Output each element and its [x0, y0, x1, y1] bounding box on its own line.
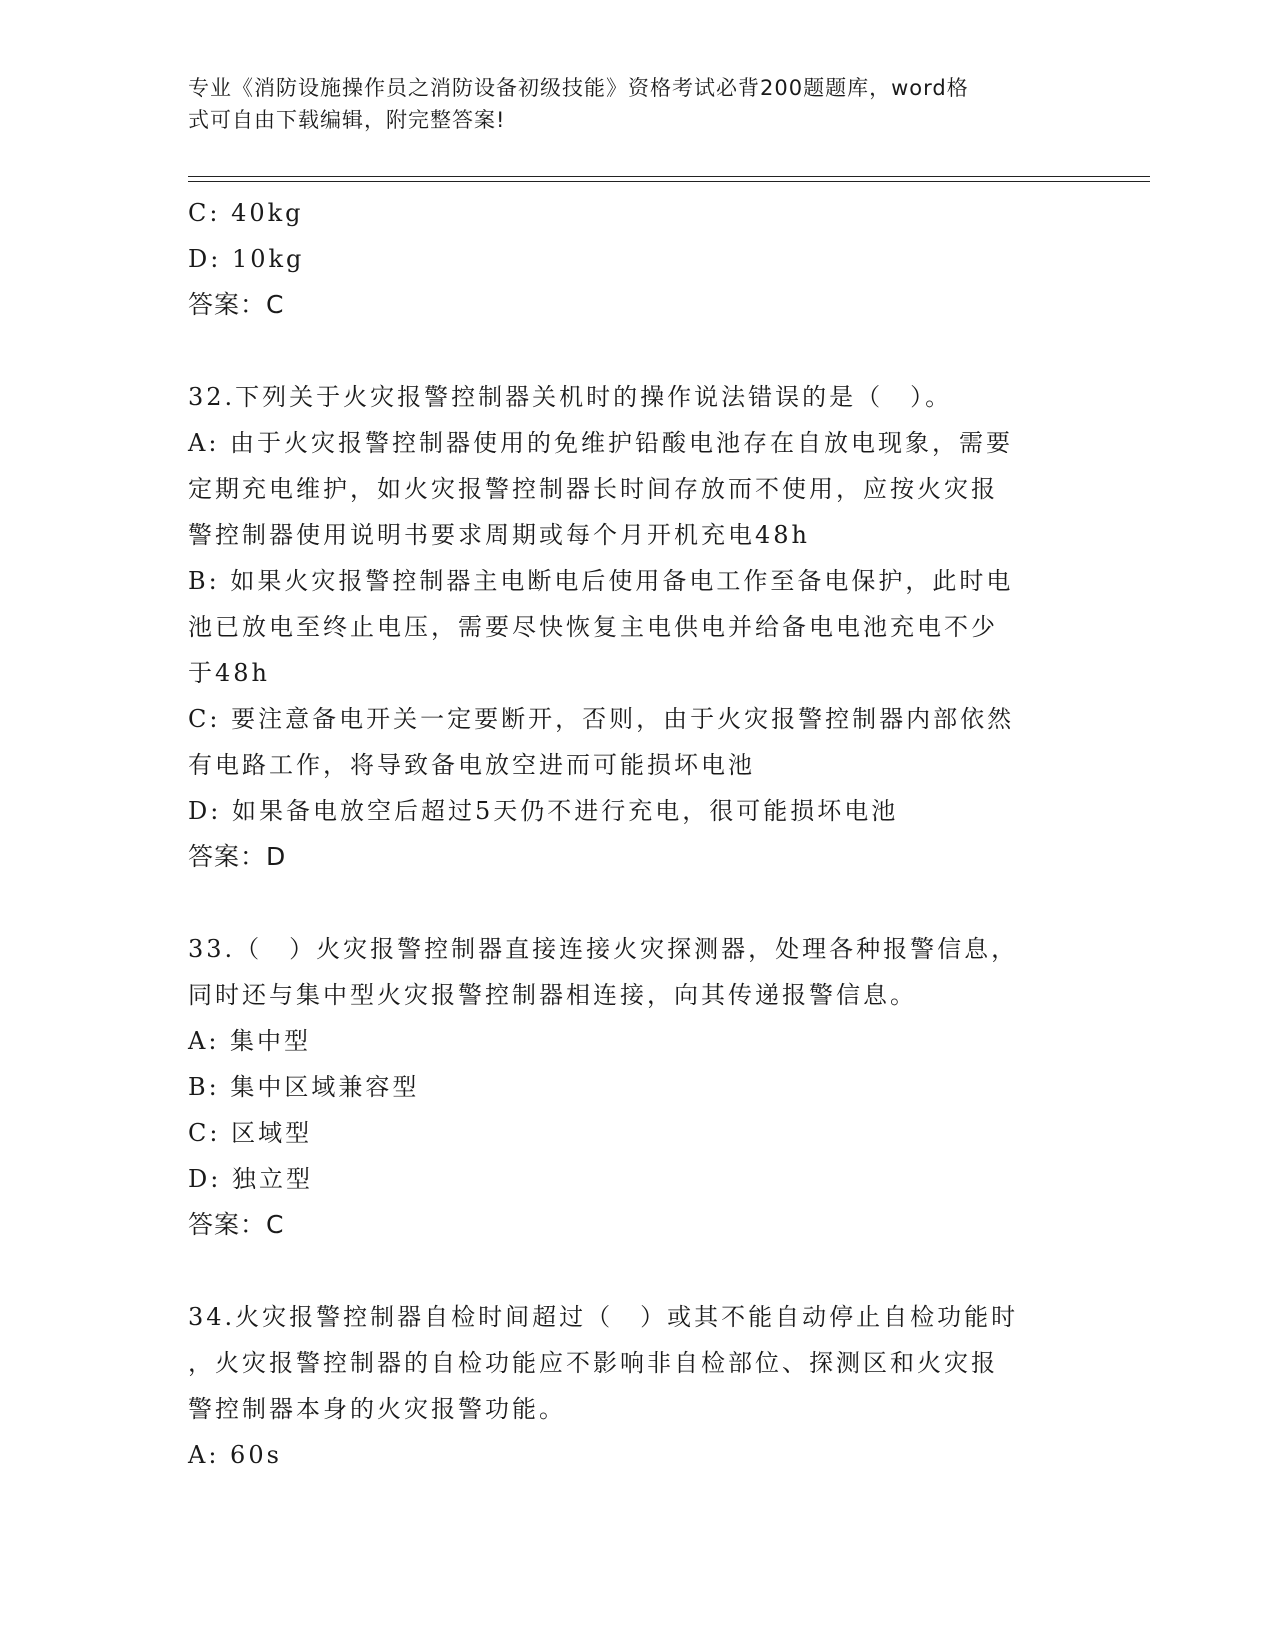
question-stem-cont: 警控制器本身的火灾报警功能。 — [188, 1395, 566, 1423]
answer: 答案：D — [188, 842, 287, 871]
header-line-2: 式可自由下载编辑，附完整答案! — [188, 108, 506, 132]
question-31-tail — [188, 190, 1068, 328]
option-a-cont: 定期充电维护，如火灾报警控制器长时间存放而不使用，应按火灾报 — [188, 475, 998, 503]
question-32 — [188, 374, 1068, 880]
option-b: B: 集中区域兼容型 — [188, 1073, 420, 1101]
question-stem-cont: 同时还与集中型火灾报警控制器相连接，向其传递报警信息。 — [188, 981, 917, 1009]
option-c: C: 要注意备电开关一定要断开，否则，由于火灾报警控制器内部依然 — [188, 705, 1015, 733]
question-33 — [188, 926, 1068, 1248]
answer: 答案：C — [188, 1210, 285, 1239]
option-b-cont: 池已放电至终止电压，需要尽快恢复主电供电并给备电电池充电不少 — [188, 613, 998, 641]
option-d: D: 如果备电放空后超过5天仍不进行充电，很可能损坏电池 — [188, 797, 899, 825]
option-d: D: 10kg — [188, 245, 305, 273]
header-divider-top — [188, 176, 1150, 177]
question-stem: 33.（ ）火灾报警控制器直接连接火灾探测器，处理各种报警信息， — [188, 935, 1019, 963]
option-d: D: 独立型 — [188, 1165, 313, 1193]
option-a: A: 集中型 — [188, 1027, 312, 1055]
option-c-cont: 有电路工作，将导致备电放空进而可能损坏电池 — [188, 751, 755, 779]
question-34 — [188, 1294, 1068, 1478]
option-a: A: 由于火灾报警控制器使用的免维护铅酸电池存在自放电现象，需要 — [188, 429, 1014, 457]
option-c: C: 区域型 — [188, 1119, 313, 1147]
answer: 答案：C — [188, 290, 285, 319]
option-b-cont: 于48h — [188, 659, 270, 687]
option-b: B: 如果火灾报警控制器主电断电后使用备电工作至备电保护，此时电 — [188, 567, 1014, 595]
option-c: C: 40kg — [188, 199, 304, 227]
option-a-cont: 警控制器使用说明书要求周期或每个月开机充电48h — [188, 521, 810, 549]
header-divider-bottom — [188, 181, 1150, 182]
question-stem: 34.火灾报警控制器自检时间超过（ ）或其不能自动停止自检功能时 — [188, 1303, 1019, 1331]
question-stem-cont: ，火灾报警控制器的自检功能应不影响非自检部位、探测区和火灾报 — [188, 1349, 998, 1377]
document-body — [188, 190, 1068, 1478]
question-stem: 32.下列关于火灾报警控制器关机时的操作说法错误的是（ ）。 — [188, 383, 953, 411]
document-header — [188, 72, 1068, 136]
header-line-1: 专业《消防设施操作员之消防设备初级技能》资格考试必背200题题库，word格 — [188, 76, 969, 100]
option-a: A: 60s — [188, 1441, 282, 1469]
